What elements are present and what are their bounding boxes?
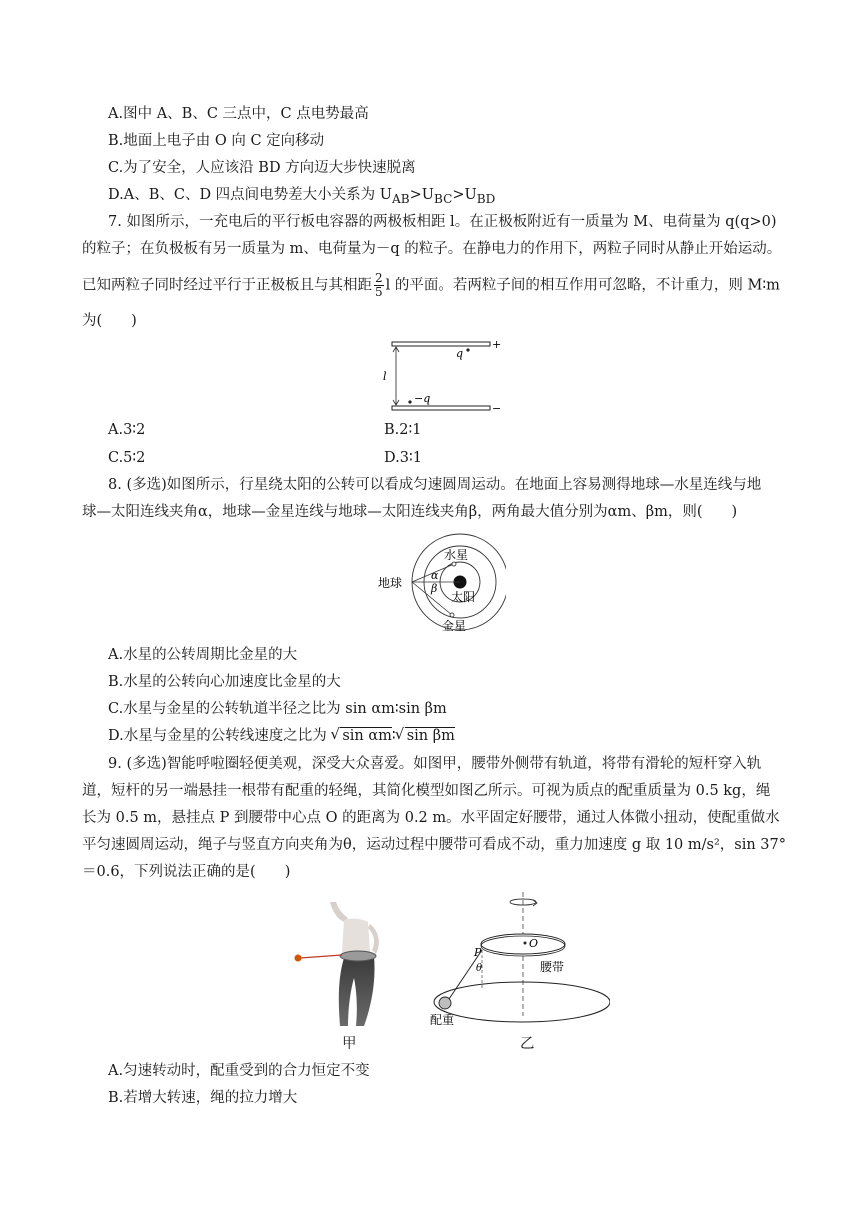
weight-ball xyxy=(439,997,451,1009)
q9-option-b: B.若增大转速，绳的拉力增大 xyxy=(108,1090,298,1106)
gt-sign: >U xyxy=(409,187,434,203)
particle-top xyxy=(466,348,469,351)
q8-option-d-text: D.水星与金星的公转线速度之比为 xyxy=(108,728,327,744)
fraction-denominator: 5 xyxy=(375,285,383,299)
minus-sign: − xyxy=(492,402,502,415)
rope xyxy=(447,950,482,1002)
particle-bottom xyxy=(408,400,411,403)
belt-label: 腰带 xyxy=(540,960,565,974)
q8-line2: 球—太阳连线夹角α，地球—金星连线与地球—太阳连线夹角β，两角最大值分别为αm、βm，则( ) xyxy=(82,504,738,520)
q6-sub-ab: AB xyxy=(392,191,410,206)
hula-model-figure xyxy=(430,892,610,1030)
q8-option-a: A.水星的公转周期比金星的大 xyxy=(108,647,298,663)
distance-label: l xyxy=(383,370,387,383)
torso xyxy=(342,919,370,955)
q8-option-d xyxy=(108,726,455,746)
center-point-o xyxy=(524,942,527,945)
q7-line1: 7. 如图所示，一充电后的平行板电容器的两极板相距 l。在正极板附近有一质量为 M、电荷量为 q(q>0) xyxy=(108,214,777,230)
alpha-label: α xyxy=(431,569,439,582)
q9-line3: 长为 0.5 m，悬挂点 P 到腰带中心点 O 的距离为 0.2 m。水平固定好腰带，通过人体微小扭动，使配重做水 xyxy=(82,810,780,826)
q6-option-c: C.为了安全，人应该沿 BD 方向迈大步快速脱离 xyxy=(108,160,416,176)
beta-label: β xyxy=(431,582,438,595)
q7-line3-pre: 已知两粒子同时经过平行于正极板且与其相距 xyxy=(82,277,372,294)
capacitor-figure xyxy=(380,336,510,416)
q7-option-a: A.3∶2 xyxy=(108,422,146,438)
p-label: P xyxy=(474,946,482,959)
gt-sign: >U xyxy=(452,187,477,203)
q9-option-a: A.匀速转动时，配重受到的合力恒定不变 xyxy=(108,1063,370,1079)
q8-option-b: B.水星的公转向心加速度比金星的大 xyxy=(108,674,341,690)
weight-label: 配重 xyxy=(430,1013,455,1027)
mercury xyxy=(452,562,456,566)
particle-top-label: q xyxy=(456,347,464,360)
q6-option-b: B.地面上电子由 O 向 C 定向移动 xyxy=(108,133,325,149)
earth-label: 地球 xyxy=(378,576,403,590)
q9-line2: 道，短杆的另一端悬挂一根带有配重的轻绳，其简化模型如图乙所示。可视为质点的配重质量为 0.5 kg，绳 xyxy=(82,783,771,799)
hoop-rope xyxy=(300,955,342,958)
particle-bottom-label: −q xyxy=(414,392,431,405)
weight-orbit xyxy=(434,982,610,1022)
hoop-weight xyxy=(295,955,302,962)
q7-line3-post: l 的平面。若两粒子间的相互作用可忽略，不计重力，则 M∶m xyxy=(385,277,780,294)
ratio-sign: ∶ xyxy=(391,728,396,744)
sun-label: 太阳 xyxy=(451,590,476,604)
legs xyxy=(339,956,375,1026)
sqrt-beta: √ sin βm xyxy=(405,727,455,745)
fraction-numerator: 2 xyxy=(375,271,383,285)
o-label: O xyxy=(529,937,539,950)
q7-option-b: B.2∶1 xyxy=(384,422,422,438)
q7-line3 xyxy=(82,272,780,299)
q7-option-c: C.5∶2 xyxy=(108,450,146,466)
sqrt-alpha: √ sin αm xyxy=(340,727,392,745)
q8-line1: 8. (多选)如图所示，行星绕太阳的公转可以看成匀速圆周运动。在地面上容易测得地球—水星连线与地 xyxy=(108,477,762,493)
fraction xyxy=(374,272,384,299)
positive-plate xyxy=(392,342,490,346)
mercury-label: 水星 xyxy=(444,548,469,562)
plus-sign: + xyxy=(492,338,502,351)
hula-hoop-photo xyxy=(290,900,395,1028)
figure-label-yi: 乙 xyxy=(520,1036,535,1052)
q7-line4: 为( ) xyxy=(82,313,137,329)
q6-option-d xyxy=(108,185,495,209)
arm-raised xyxy=(330,902,348,922)
venus-label: 金星 xyxy=(442,619,467,633)
figure-label-jia: 甲 xyxy=(342,1036,357,1052)
q9-line1: 9. (多选)智能呼啦圈轻便美观，深受大众喜爱。如图甲，腰带外侧带有轨道，将带有滑轮的短杆穿入轨 xyxy=(108,756,762,772)
orbit-figure xyxy=(376,528,506,634)
q7-option-d: D.3∶1 xyxy=(384,450,422,466)
q7-line2: 的粒子；在负极板有另一质量为 m、电荷量为－q 的粒子。在静电力的作用下，两粒子同时从静止开始运动。 xyxy=(82,241,782,257)
theta-label: θ xyxy=(476,963,483,974)
q6-option-d-text: D.A、B、C、D 四点间电势差大小关系为 U xyxy=(108,187,393,203)
venus xyxy=(450,613,454,617)
q6-sub-bd: BD xyxy=(476,191,496,206)
q8-option-c: C.水星与金星的公转轨道半径之比为 sin αm∶sin βm xyxy=(108,701,447,717)
q6-option-a: A.图中 A、B、C 三点中，C 点电势最高 xyxy=(108,106,369,122)
waist-belt xyxy=(340,951,376,961)
q9-line4: 平匀速圆周运动，绳子与竖直方向夹角为θ，运动过程中腰带可看成不动，重力加速度 g 取 10 m/s²，sin 37° xyxy=(82,837,787,853)
belt-ellipse xyxy=(481,934,565,954)
q6-sub-bc: BC xyxy=(434,191,453,206)
negative-plate xyxy=(392,406,490,410)
q9-line5: ＝0.6，下列说法正确的是( ) xyxy=(82,864,291,880)
